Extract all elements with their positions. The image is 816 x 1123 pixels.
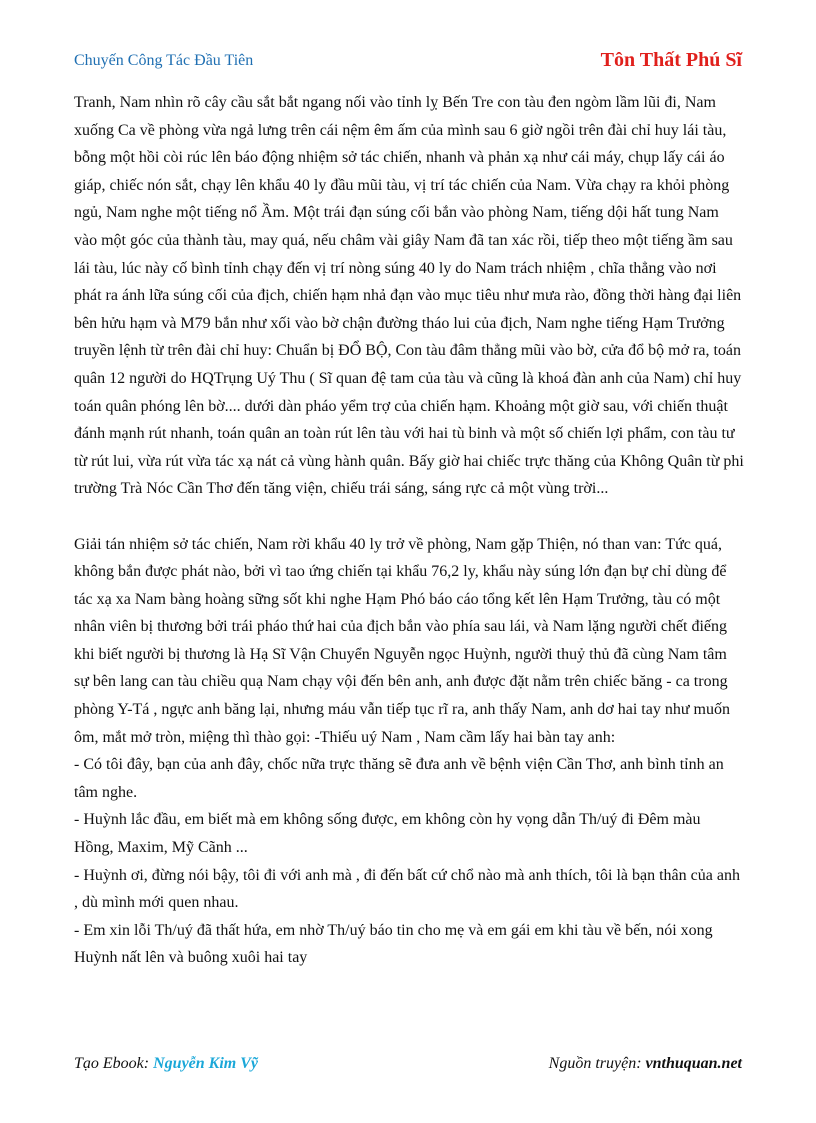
footer-source-site: vnthuquan.net: [645, 1055, 742, 1072]
author-name: Tôn Thất Phú Sĩ: [600, 49, 742, 71]
paragraph-1: Tranh, Nam nhìn rõ cây cầu sắt bắt ngang nối vào tỉnh lỵ Bến Tre con tàu đen ngòm lầm lũi đi, Nam xuống Ca về phòng vừa ngả lưng trên cái nệm êm ấm của mình sau 6 giờ ngồi trên đài chỉ huy lái tàu, bỗng một hồi còi rúc lên báo động nhiệm sở tác chiến, nhanh và phản xạ như cái máy, chụp lấy cái áo giáp, chiếc nón sắt, chạy lên khẩu 40 ly đầu mũi tàu, vị trí tác chiến của Nam. Vừa chạy ra khỏi phòng ngủ, Nam nghe một tiếng nổ Ầm. Một trái đạn súng cối bắn vào phòng Nam, tiếng dội hất tung Nam vào một góc của thành tàu, may quá, nếu châm vài giây Nam đã tan xác rồi, tiếp theo một tiếng ầm sau lái tàu, lúc này cố bình tỉnh chạy đến vị trí nòng súng 40 ly do Nam trách nhiệm , chĩa thẳng vào nơi phát ra ánh lữa súng cối của địch, chiến hạm nhả đạn vào mục tiêu như mưa rào, đồng thời hàng đại liên bên hửu hạm và M79 bắn như xối vào bờ chận đường tháo lui của địch, Nam nghe tiếng Hạm Trưởng truyền lệnh từ trên đài chỉ huy: Chuẩn bị ĐỔ BỘ, Con tàu đâm thẳng mũi vào bờ, cửa đổ bộ mở ra, toán quân 12 người do HQTrụng Uý Thu ( Sĩ quan đệ tam của tàu và cũng là khoá đàn anh của Nam) chỉ huy toán quân phóng lên bờ.... dưới dàn pháo yểm trợ của chiến hạm. Khoảng một giờ sau, với chiến thuật đánh mạnh rút nhanh, toán quân an toàn rút lên tàu với hai tù binh và một số chiến lợi phẩm, con tàu tư từ rút lui, vừa rút vừa tác xạ nát cả vùng hành quân. Bấy giờ hai chiếc trực thăng của Không Quân từ phi trường Trà Nóc Cần Thơ đến tăng viện, chiếu trái sáng, sáng rực cả một vùng trời...: [74, 94, 744, 498]
paragraph-2: Giải tán nhiệm sở tác chiến, Nam rời khẩu 40 ly trở về phòng, Nam gặp Thiện, nó than van: Tức quá, không bắn được phát nào, bởi vì tao ứng chiến tại khẩu 76,2 ly, khẩu này súng lớn đạn bự chỉ dùng để tác xạ xa Nam bàng hoàng sững sốt khi nghe Hạm Phó báo cáo tổng kết lên Hạm Trưởng, tàu có một nhân viên bị thương bởi trái pháo thứ hai của địch bắn vào phía sau lái, và Nam lặng người chết điếng khi biết người bị thương là Hạ Sĩ Vận Chuyển Nguyễn ngọc Huỳnh, người thuỷ thủ đã cùng Nam tâm sự bên lang can tàu chiều quạ Nam chạy vội đến bên anh, anh được đặt nằm trên chiếc băng - ca trong phòng Y-Tá , ngực anh băng lại, nhưng máu vẫn tiếp tục rĩ ra, anh thấy Nam, anh dơ hai tay như muốn ôm, mắt mở tròn, miệng thì thào gọi: -Thiếu uý Nam , Nam cầm lấy hai bàn tay anh:: [74, 535, 730, 746]
footer-ebook-credit: Tạo Ebook: Nguyễn Kim Vỹ: [74, 1055, 258, 1072]
story-body: [74, 89, 744, 972]
footer-source-credit: Nguồn truyện: vnthuquan.net: [548, 1055, 742, 1072]
footer-ebook-label: Tạo Ebook: [74, 1055, 144, 1072]
footer-source-label: Nguồn truyện: [548, 1055, 637, 1072]
chapter-title: Chuyến Công Tác Đầu Tiên: [74, 52, 254, 69]
dialogue-line-3: - Huỳnh ơi, đừng nói bậy, tôi đi với anh mà , đi đến bất cứ chổ nào mà anh thích, tôi là bạn thân của anh , dù mình mới quen nhau.: [74, 866, 740, 912]
dialogue-line-1: - Có tôi đây, bạn của anh đây, chốc nữa trực thăng sẽ đưa anh về bệnh viện Cần Thơ, anh bình tỉnh an tâm nghe.: [74, 756, 724, 801]
dialogue-line-4: - Em xin lỗi Th/uý đã thất hứa, em nhờ Th/uý báo tin cho mẹ và em gái em khi tàu về bến, nói xong Huỳnh nất lên và buông xuôi hai tay: [74, 921, 713, 967]
paragraph-gap: [74, 503, 744, 531]
dialogue-line-2: - Huỳnh lắc đầu, em biết mà em không sống được, em không còn hy vọng dẫn Th/uý đi Đêm màu Hồng, Maxim, Mỹ Cãnh ...: [74, 811, 701, 857]
footer-ebook-name: Nguyễn Kim Vỹ: [153, 1055, 258, 1072]
